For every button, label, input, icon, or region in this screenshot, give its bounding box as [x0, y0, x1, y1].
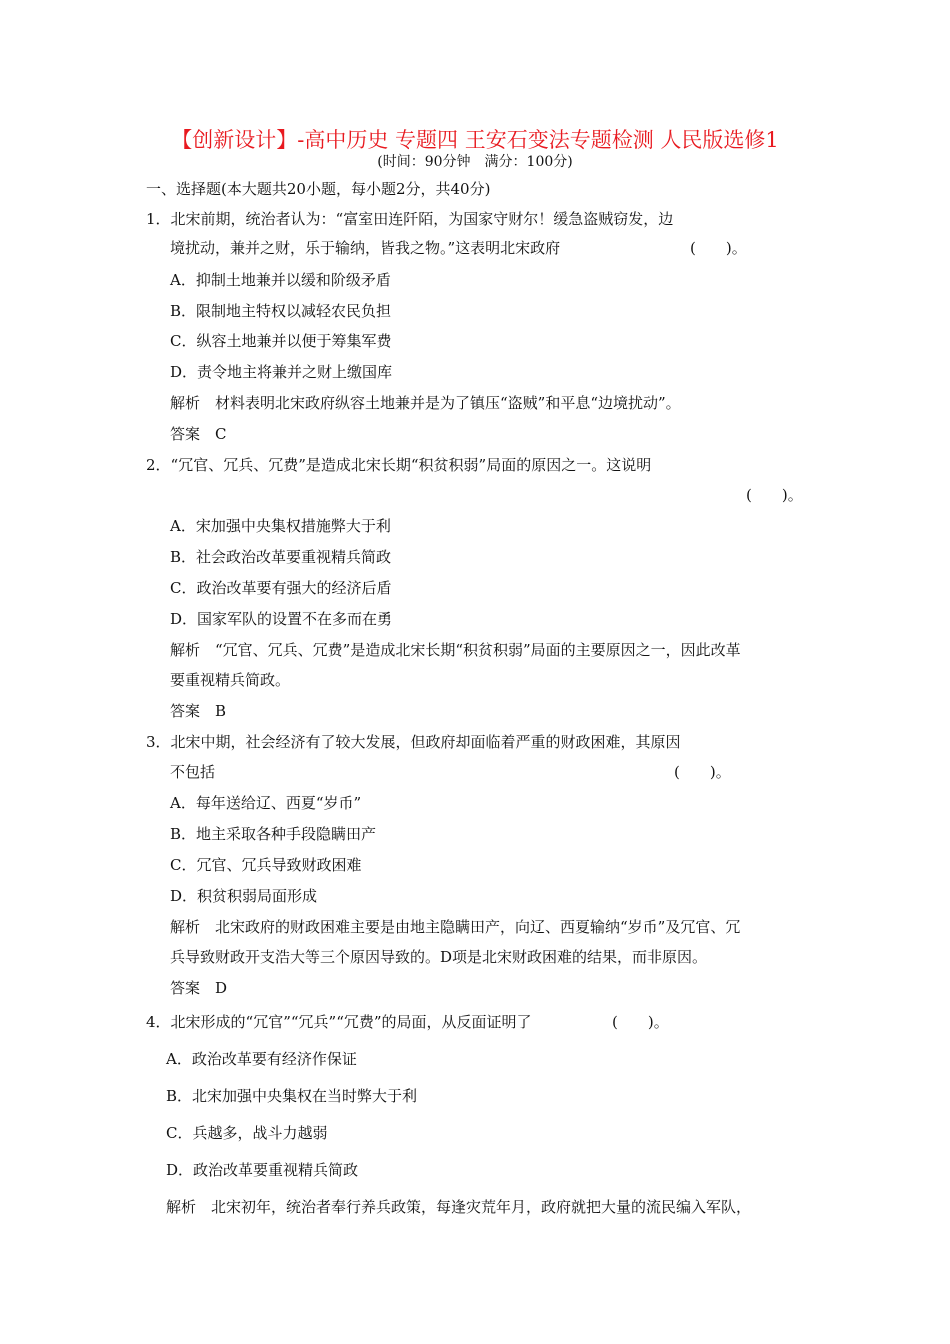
q2-option-d: D．国家军队的设置不在多而在勇: [170, 610, 393, 628]
q3-option-a: A．每年送给辽、西夏“岁币”: [170, 794, 362, 812]
q1-stem-line-1: 1．北宋前期，统治者认为：“富室田连阡陌，为国家守财尔！缓急盗贼窃发，边: [146, 210, 674, 228]
q2-option-b: B．社会政治改革要重视精兵简政: [170, 548, 392, 566]
q3-analysis-line-2: 兵导致财政开支浩大等三个原因导致的。D项是北宋财政困难的结果，而非原因。: [170, 948, 708, 966]
q1-answer-blank: ( )。: [690, 239, 747, 257]
q2-analysis-line-2: 要重视精兵简政。: [170, 671, 291, 689]
q1-option-b: B．限制地主特权以减轻农民负担: [170, 302, 392, 320]
document-subtitle: (时间：90分钟 满分：100分): [377, 154, 573, 170]
q1-analysis: 解析 材料表明北宋政府纵容土地兼并是为了镇压“盗贼”和平息“边境扰动”。: [170, 394, 681, 412]
q3-stem-line-1: 3．北宋中期，社会经济有了较大发展，但政府却面临着严重的财政困难，其原因: [146, 733, 681, 751]
q3-answer: 答案 D: [170, 979, 228, 997]
q1-option-a: A．抑制土地兼并以缓和阶级矛盾: [170, 271, 391, 289]
q2-answer-blank: ( )。: [746, 486, 803, 504]
q1-stem-line-2: 境扰动，兼并之财，乐于输纳，皆我之物。”这表明北宋政府: [170, 239, 561, 257]
q3-option-b: B．地主采取各种手段隐瞒田产: [170, 825, 377, 843]
q2-option-a: A．宋加强中央集权措施弊大于利: [170, 517, 391, 535]
q3-option-d: D．积贫积弱局面形成: [170, 887, 318, 905]
q1-option-c: C．纵容土地兼并以便于筹集军费: [170, 332, 392, 350]
q3-option-c: C．冗官、冗兵导致财政困难: [170, 856, 362, 874]
q2-stem-line-1: 2．“冗官、冗兵、冗费”是造成北宋长期“积贫积弱”局面的原因之一。这说明: [146, 456, 652, 474]
q3-answer-blank: ( )。: [674, 763, 731, 781]
q4-answer-blank: ( )。: [612, 1013, 669, 1031]
q4-option-a: A．政治改革要有经济作保证: [166, 1050, 357, 1068]
q1-answer: 答案 C: [170, 425, 227, 443]
q2-option-c: C．政治改革要有强大的经济后盾: [170, 579, 392, 597]
q2-analysis-line-1: 解析 “冗官、冗兵、冗费”是造成北宋长期“积贫积弱”局面的主要原因之一，因此改革: [170, 641, 741, 659]
q2-answer: 答案 B: [170, 702, 227, 720]
q4-option-d: D．政治改革要重视精兵简政: [166, 1161, 359, 1179]
q4-stem-line-1: 4．北宋形成的“冗官”“冗兵”“冗费”的局面，从反面证明了: [146, 1013, 532, 1031]
q3-analysis-line-1: 解析 北宋政府的财政困难主要是由地主隐瞒田产，向辽、西夏输纳“岁币”及冗官、冗: [170, 918, 741, 936]
section-heading: 一、选择题(本大题共20小题，每小题2分，共40分): [146, 180, 491, 198]
q3-stem-line-2: 不包括: [170, 763, 216, 781]
q4-option-b: B．北宋加强中央集权在当时弊大于利: [166, 1087, 418, 1105]
q1-option-d: D．责令地主将兼并之财上缴国库: [170, 363, 393, 381]
q4-option-c: C．兵越多，战斗力越弱: [166, 1124, 328, 1142]
document-title: 【创新设计】-高中历史 专题四 王安石变法专题检测 人民版选修1: [171, 128, 779, 152]
q4-analysis-line-1: 解析 北宋初年，统治者奉行养兵政策，每逢灾荒年月，政府就把大量的流民编入军队，: [166, 1198, 752, 1216]
